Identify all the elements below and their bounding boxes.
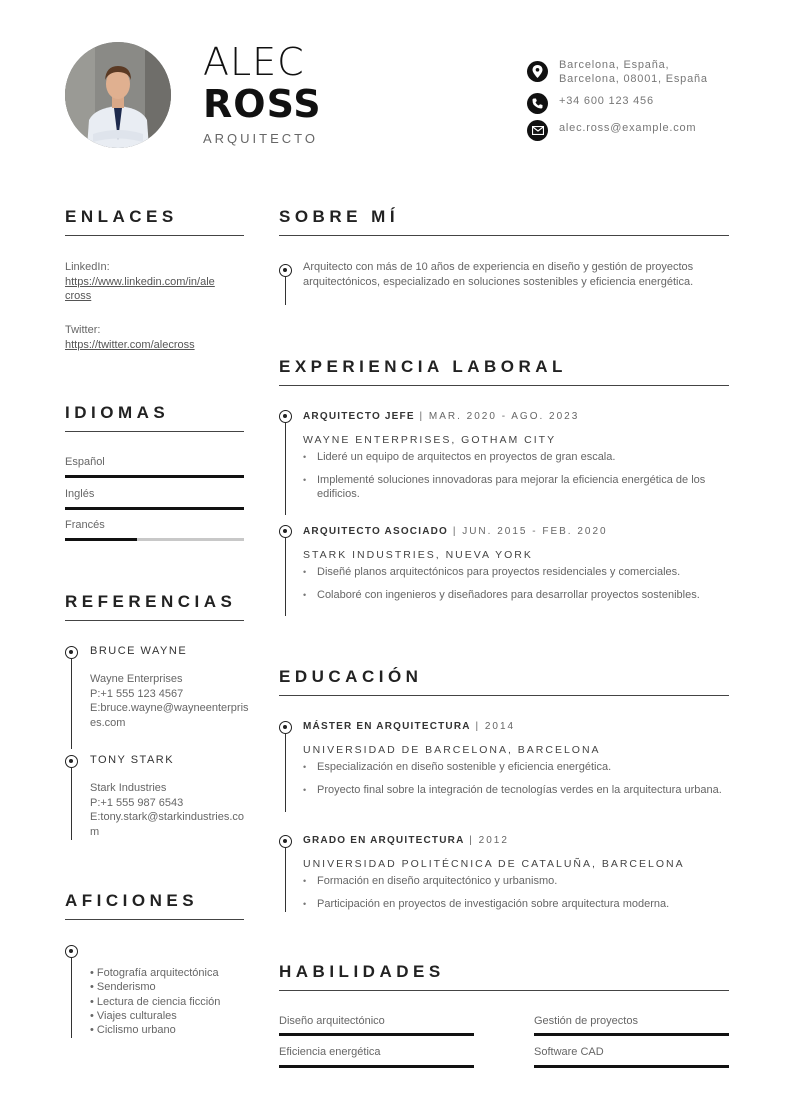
reference-email: E:bruce.wayne@wayneenterprises.com [90, 702, 249, 729]
list-item: • Formación en diseño arquitectónico y urbanismo. [303, 874, 728, 889]
section-title-skills: HABILIDADES [279, 962, 729, 991]
degree: MÁSTER EN ARQUITECTURA [303, 721, 471, 732]
job-bullets [303, 565, 728, 610]
contact-email [527, 120, 696, 141]
skill-level-bar [279, 1033, 474, 1036]
list-item: • Implementé soluciones innovadoras para mejorar la eficiencia energética de los edificios. [303, 473, 728, 502]
reference-details [90, 672, 250, 730]
reference-email: E:tony.stark@starkindustries.com [90, 811, 245, 838]
hobby-item: • Ciclismo urbano [90, 1024, 176, 1037]
address-line-1: Barcelona, España, [559, 59, 670, 71]
skill-name: Gestión de proyectos [534, 1015, 638, 1027]
degree-year: 2012 [478, 835, 509, 846]
link-twitter [65, 323, 245, 352]
twitter-url[interactable]: https://twitter.com/alecross [65, 338, 195, 351]
degree-year: 2014 [484, 721, 516, 732]
language-name: Español [65, 456, 105, 468]
timeline-dot-icon [279, 835, 292, 848]
timeline-dot-icon [279, 410, 292, 423]
language-level-fill [65, 475, 244, 478]
hobby-list [90, 966, 220, 1037]
timeline-line [71, 958, 72, 1038]
list-item: • Colaboré con ingenieros y diseñadores para desarrollar proyectos sostenibles. [303, 588, 728, 603]
education-heading: GRADO EN ARQUITECTURA | 2012 [303, 835, 509, 846]
timeline-dot-icon [65, 646, 78, 659]
section-title-about: SOBRE MÍ [279, 207, 729, 236]
education-bullets [303, 874, 728, 919]
link-label: LinkedIn: [65, 261, 110, 273]
skill-name: Software CAD [534, 1046, 604, 1058]
timeline-dot-icon [279, 264, 292, 277]
phone-icon [527, 93, 548, 114]
language-level-bar [65, 475, 244, 478]
section-title-hobbies: AFICIONES [65, 891, 244, 920]
timeline-line [71, 768, 72, 840]
job-company: WAYNE ENTERPRISES, GOTHAM CITY [303, 434, 557, 446]
reference-name: BRUCE WAYNE [90, 645, 188, 657]
timeline-dot-icon [65, 945, 78, 958]
experience-heading: ARQUITECTO JEFE | MAR. 2020 - AGO. 2023 [303, 411, 580, 422]
mail-icon [527, 120, 548, 141]
timeline-dot-icon [279, 721, 292, 734]
language-name: Francés [65, 519, 105, 531]
language-level-bar [65, 538, 244, 541]
portrait-image [65, 42, 171, 148]
section-title-education: EDUCACIÓN [279, 667, 729, 696]
list-item: • Participación en proyectos de investigación sobre arquitectura moderna. [303, 897, 728, 912]
reference-name: TONY STARK [90, 754, 175, 766]
location-pin-icon [527, 61, 548, 82]
timeline-dot-icon [65, 755, 78, 768]
section-title-experience: EXPERIENCIA LABORAL [279, 357, 729, 386]
list-item: • Especialización en diseño sostenible y eficiencia energética. [303, 760, 728, 775]
job-title: ARQUITECTO [203, 131, 318, 146]
timeline-line [285, 734, 286, 812]
job-bullets [303, 450, 728, 510]
reference-company: Wayne Enterprises [90, 673, 183, 685]
experience-heading: ARQUITECTO ASOCIADO | JUN. 2015 - FEB. 2020 [303, 526, 608, 537]
job-dates: MAR. 2020 - AGO. 2023 [428, 411, 580, 422]
hobby-item: • Fotografía arquitectónica [90, 967, 219, 979]
language-level-bar [65, 507, 244, 510]
reference-details [90, 781, 250, 839]
job-role: ARQUITECTO ASOCIADO [303, 526, 449, 537]
section-title-languages: IDIOMAS [65, 403, 244, 432]
list-item: • Proyecto final sobre la integración de tecnologías verdes en la arquitectura urbana. [303, 783, 728, 798]
contact-address [527, 61, 708, 86]
timeline-line [71, 659, 72, 749]
link-label: Twitter: [65, 324, 101, 336]
phone-text: +34 600 123 456 [559, 95, 654, 107]
about-text: Arquitecto con más de 10 años de experiencia en diseño y gestión de proyectos arquitectónicos, especializado en soluciones sostenibles y eficiencia energética. [303, 261, 694, 288]
hobby-item: • Senderismo [90, 981, 156, 994]
education-heading: MÁSTER EN ARQUITECTURA | 2014 [303, 721, 516, 732]
degree: GRADO EN ARQUITECTURA [303, 835, 465, 846]
skill-level-bar [534, 1065, 729, 1068]
reference-phone: P:+1 555 987 6543 [90, 796, 184, 809]
skill-level-bar [279, 1065, 474, 1068]
job-company: STARK INDUSTRIES, NUEVA YORK [303, 549, 533, 561]
timeline-line [285, 277, 286, 305]
profile-photo [65, 42, 171, 148]
list-item: • Lideré un equipo de arquitectos en proyectos de gran escala. [303, 450, 728, 465]
hobby-item: • Lectura de ciencia ficción [90, 995, 221, 1008]
email-text: alec.ross@example.com [559, 122, 697, 134]
last-name: ROSS [203, 82, 322, 126]
job-dates: JUN. 2015 - FEB. 2020 [462, 526, 608, 537]
language-level-fill [65, 538, 137, 541]
language-name: Inglés [65, 488, 95, 500]
job-role: ARQUITECTO JEFE [303, 411, 415, 422]
skill-name: Diseño arquitectónico [279, 1015, 385, 1027]
timeline-dot-icon [279, 525, 292, 538]
first-name: ALEC [203, 40, 305, 84]
contact-phone [527, 93, 654, 114]
language-level-fill [65, 507, 244, 510]
school: UNIVERSIDAD POLITÉCNICA DE CATALUÑA, BARCELONA [303, 858, 685, 870]
timeline-line [285, 423, 286, 515]
school: UNIVERSIDAD DE BARCELONA, BARCELONA [303, 744, 601, 756]
link-linkedin [65, 260, 245, 304]
reference-company: Stark Industries [90, 782, 167, 794]
section-title-links: ENLACES [65, 207, 244, 236]
timeline-line [285, 538, 286, 616]
linkedin-url[interactable]: https://www.linkedin.com/in/ale cross [65, 275, 215, 302]
reference-phone: P:+1 555 123 4567 [90, 687, 184, 700]
timeline-line [285, 848, 286, 912]
hobby-item: • Viajes culturales [90, 1009, 177, 1022]
section-title-references: REFERENCIAS [65, 592, 244, 621]
skill-level-bar [534, 1033, 729, 1036]
education-bullets [303, 760, 728, 805]
skill-name: Eficiencia energética [279, 1046, 381, 1058]
address-line-2: Barcelona, 08001, España [559, 73, 708, 85]
list-item: • Diseñé planos arquitectónicos para proyectos residenciales y comerciales. [303, 565, 728, 580]
